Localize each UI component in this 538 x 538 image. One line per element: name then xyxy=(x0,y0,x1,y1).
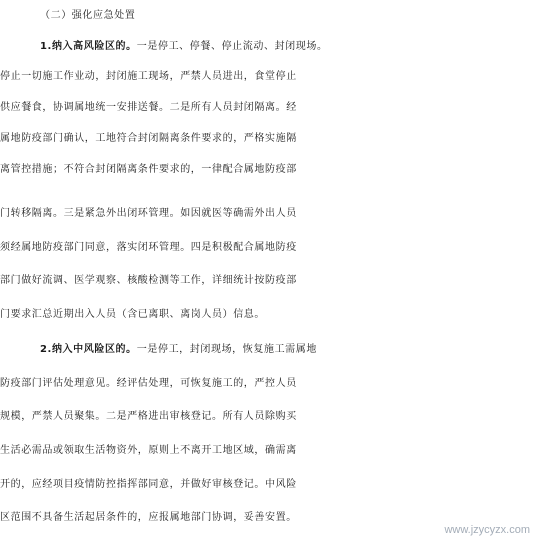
paragraph-line: 属地防疫部门确认，工地符合封闭隔离条件要求的，严格实施隔 xyxy=(0,133,297,144)
paragraph-line: 供应餐食，协调属地统一安排送餐。二是所有人员封闭隔离。经 xyxy=(0,102,297,113)
paragraph-line: 须经属地防疫部门同意，落实闭环管理。四是积极配合属地防疫 xyxy=(0,242,297,253)
section-heading: （二）强化应急处置 xyxy=(40,10,136,21)
paragraph-line xyxy=(40,37,538,57)
paragraph-line: 区范围不具备生活起居条件的，应报属地部门协调，妥善安置。 xyxy=(0,512,297,523)
item-title: 1.纳入高风险区的。 xyxy=(40,41,137,52)
paragraph-line: 门转移隔离。三是紧急外出闭环管理。如因就医等确需外出人员 xyxy=(0,208,297,219)
paragraph-text: 一是停工，封闭现场，恢复施工需属地 xyxy=(136,344,317,355)
item-title: 2.纳入中风险区的。 xyxy=(40,344,137,355)
paragraph-line: 规模，严禁人员聚集。二是严格进出审核登记。所有人员除购买 xyxy=(0,411,297,422)
paragraph-line: 生活必需品或领取生活物资外，原则上不离开工地区域，确需离 xyxy=(0,445,297,456)
paragraph-line: 门要求汇总近期出入人员（含已离职、离岗人员）信息。 xyxy=(0,309,265,320)
paragraph-line: 防疫部门评估处理意见。经评估处理，可恢复施工的，严控人员 xyxy=(0,378,297,389)
paragraph-line xyxy=(40,340,538,360)
site-watermark: www.jzycyzx.com xyxy=(444,524,530,536)
paragraph-line: 停止一切施工作业动，封闭施工现场，严禁人员进出，食堂停止 xyxy=(0,71,297,82)
paragraph-line: 部门做好流调、医学观察、核酸检测等工作，详细统计按防疫部 xyxy=(0,275,297,286)
paragraph-line: 离管控措施；不符合封闭隔离条件要求的，一律配合属地防疫部 xyxy=(0,164,297,175)
paragraph-line: 开的，应经项目疫情防控指挥部同意，并做好审核登记。中风险 xyxy=(0,479,297,490)
paragraph-text: 一是停工、停餐、停止流动、封闭现场。 xyxy=(136,41,328,52)
